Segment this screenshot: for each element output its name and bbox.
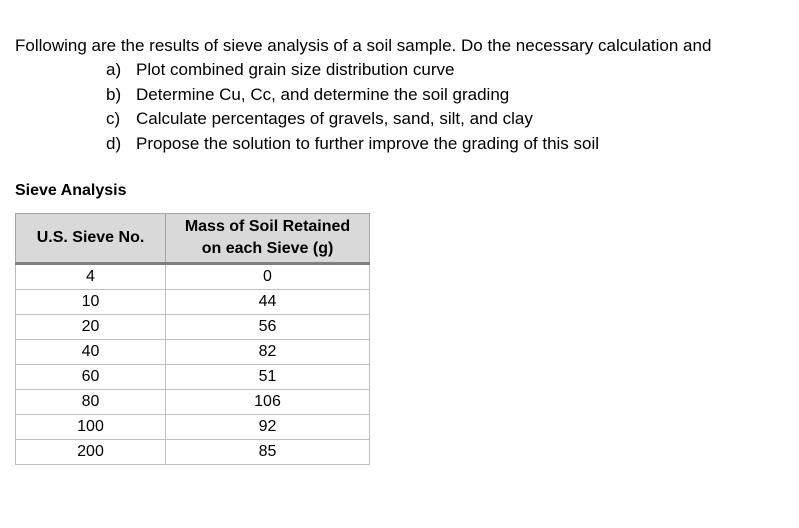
task-marker: c): [106, 109, 121, 129]
sieve-no-cell: 80: [16, 390, 166, 415]
table-row: [16, 340, 370, 365]
table-row: [16, 290, 370, 315]
sieve-analysis-table: [15, 213, 370, 465]
task-item: [106, 107, 599, 132]
mass-cell: 51: [166, 365, 370, 390]
task-marker: b): [106, 84, 122, 104]
task-item: [106, 58, 599, 83]
mass-cell: 92: [166, 415, 370, 440]
task-text: Propose the solution to further improve the grading of this soil: [136, 133, 600, 153]
mass-cell: 0: [166, 264, 370, 290]
section-heading: Sieve Analysis: [15, 182, 127, 199]
sieve-no-cell: 40: [16, 340, 166, 365]
table-row: [16, 264, 370, 290]
sieve-no-cell: 20: [16, 315, 166, 340]
sieve-no-cell: 60: [16, 365, 166, 390]
table-row: [16, 440, 370, 465]
intro-text: Following are the results of sieve analysis of a soil sample. Do the necessary calculation and: [15, 36, 712, 55]
task-marker: d): [106, 133, 122, 153]
table-row: [16, 390, 370, 415]
task-item: [106, 83, 599, 108]
header-mass-line2: on each Sieve (g): [201, 240, 334, 257]
task-text: Determine Cu, Cc, and determine the soil grading: [136, 84, 510, 104]
header-sieve-no: U.S. Sieve No.: [16, 214, 166, 264]
sieve-no-cell: 100: [16, 415, 166, 440]
task-marker: a): [106, 60, 122, 79]
task-text: Calculate percentages of gravels, sand, silt, and clay: [136, 109, 533, 129]
table-row: [16, 365, 370, 390]
header-mass-line1: Mass of Soil Retained: [184, 218, 351, 235]
table-header-row: [16, 214, 370, 264]
task-item: [106, 132, 599, 157]
mass-cell: 44: [166, 290, 370, 315]
table-row: [16, 315, 370, 340]
mass-cell: 82: [166, 340, 370, 365]
header-mass-retained: [166, 214, 370, 264]
sieve-no-cell: 200: [16, 440, 166, 465]
task-text: Plot combined grain size distribution curve: [136, 60, 455, 79]
mass-cell: 106: [166, 390, 370, 415]
mass-cell: 85: [166, 440, 370, 465]
task-list: [106, 58, 599, 156]
table-row: [16, 415, 370, 440]
sieve-no-cell: 4: [16, 264, 166, 290]
sieve-no-cell: 10: [16, 290, 166, 315]
mass-cell: 56: [166, 315, 370, 340]
